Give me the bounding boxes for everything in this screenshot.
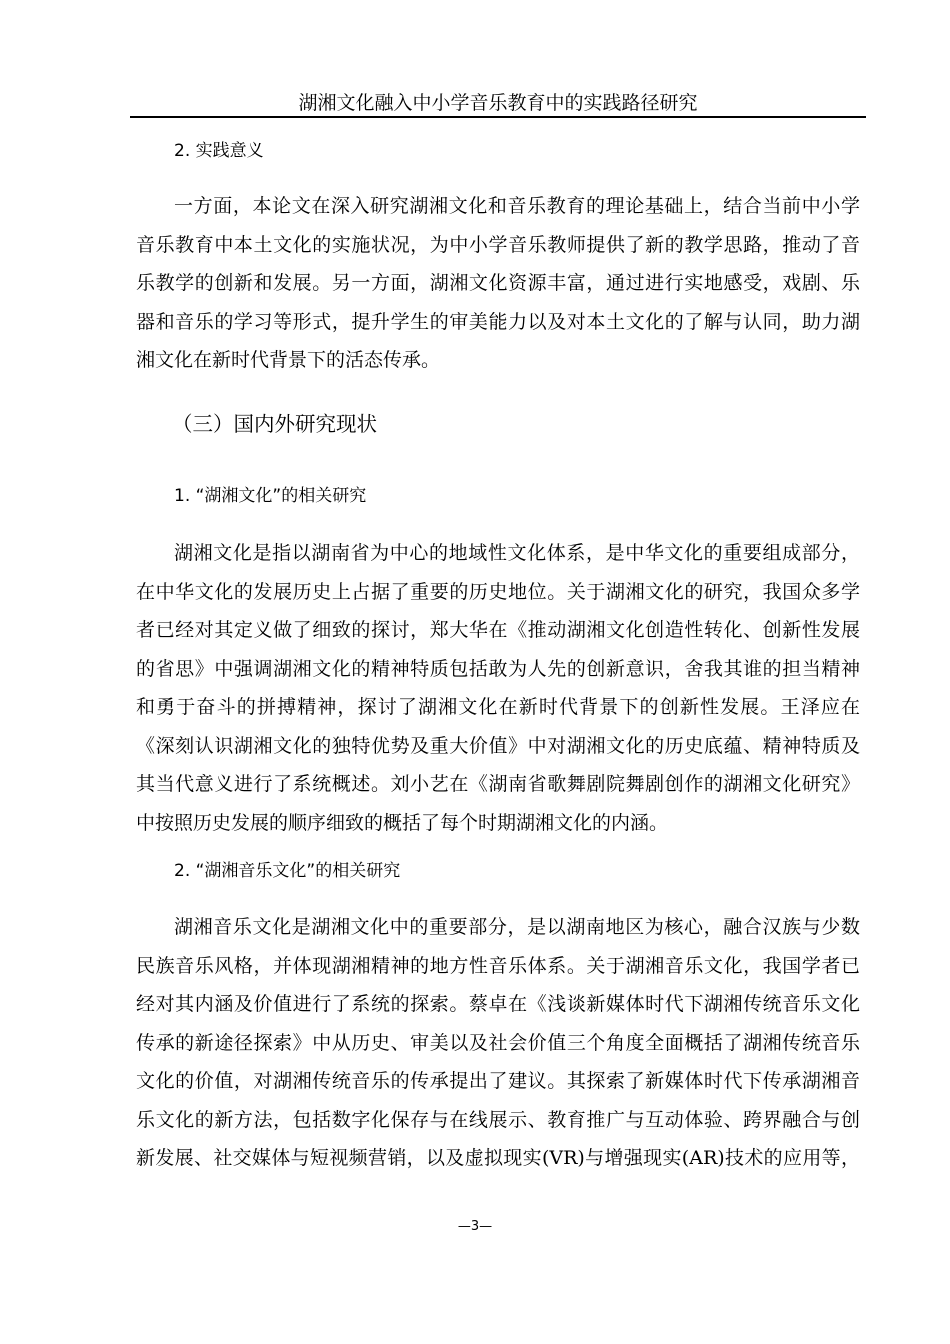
paragraph-line: 湘文化在新时代背景下的活态传承。 — [136, 349, 441, 371]
paragraph-line: 《深刻认识湖湘文化的独特优势及重大价值》中对湖湘文化的历史底蕴、精神特质及 — [136, 734, 860, 757]
paragraph-line: 新发展、社交媒体与短视频营销，以及虚拟现实(VR)与增强现实(AR)技术的应用等， — [136, 1147, 860, 1169]
paragraph-line: 乐文化的新方法，包括数字化保存与在线展示、教育推广与互动体验、跨界融合与创 — [136, 1108, 860, 1131]
section-heading-research-status: （三）国内外研究现状 — [172, 412, 377, 436]
paragraph-line: 和勇于奋斗的拼搏精神，探讨了湖湘文化在新时代背景下的创新性发展。王泽应在 — [136, 696, 860, 718]
paragraph-line: 文化的价值，对湖湘传统音乐的传承提出了建议。其探索了新媒体时代下传承湖湘音 — [136, 1070, 860, 1092]
section-heading-practical-significance: 2. 实践意义 — [174, 141, 264, 161]
paragraph-practical-significance — [136, 187, 860, 380]
section-heading-huxiang-music-culture-research: 2. “湖湘音乐文化”的相关研究 — [174, 861, 401, 881]
paragraph-line: 经对其内涵及价值进行了系统的探索。蔡卓在《浅谈新媒体时代下湖湘传统音乐文化 — [136, 993, 860, 1015]
paragraph-line: 的省思》中强调湖湘文化的精神特质包括敢为人先的创新意识，舍我其谁的担当精神 — [136, 657, 860, 680]
running-header-title: 湖湘文化融入中小学音乐教育中的实践路径研究 — [298, 92, 698, 114]
paragraph-huxiang-culture-research — [136, 534, 860, 842]
header-rule — [130, 116, 866, 118]
paragraph-line: 在中华文化的发展历史上占据了重要的历史地位。关于湖湘文化的研究，我国众多学 — [136, 580, 860, 603]
paragraph-huxiang-music-culture-research — [136, 908, 860, 1178]
paragraph-line: 音乐教育中本土文化的实施状况，为中小学音乐教师提供了新的教学思路，推动了音 — [136, 233, 860, 256]
paragraph-line: 者已经对其定义做了细致的探讨，郑大华在《推动湖湘文化创造性转化、创新性发展 — [136, 619, 860, 641]
paragraph-line: 湖湘音乐文化是湖湘文化中的重要部分，是以湖南地区为核心，融合汉族与少数 — [174, 916, 860, 938]
paragraph-line: 民族音乐风格，并体现湖湘精神的地方性音乐体系。关于湖湘音乐文化，我国学者已 — [136, 954, 860, 977]
section-heading-huxiang-culture-research: 1. “湖湘文化”的相关研究 — [174, 486, 367, 506]
paragraph-line: 中按照历史发展的顺序细致的概括了每个时期湖湘文化的内涵。 — [136, 811, 669, 834]
paragraph-line: 其当代意义进行了系统概述。刘小艺在《湖南省歌舞剧院舞剧创作的湖湘文化研究》 — [136, 773, 860, 795]
paragraph-line: 传承的新途径探索》中从历史、审美以及社会价值三个角度全面概括了湖湘传统音乐 — [136, 1031, 860, 1054]
paragraph-line: 乐教学的创新和发展。另一方面，湖湘文化资源丰富，通过进行实地感受，戏剧、乐 — [136, 272, 860, 294]
paragraph-line: 湖湘文化是指以湖南省为中心的地域性文化体系，是中华文化的重要组成部分， — [174, 542, 860, 564]
page-number: —3— — [457, 1219, 493, 1234]
paragraph-line: 器和音乐的学习等形式，提升学生的审美能力以及对本土文化的了解与认同，助力湖 — [136, 310, 860, 333]
paragraph-line: 一方面，本论文在深入研究湖湘文化和音乐教育的理论基础上，结合当前中小学 — [174, 195, 860, 217]
